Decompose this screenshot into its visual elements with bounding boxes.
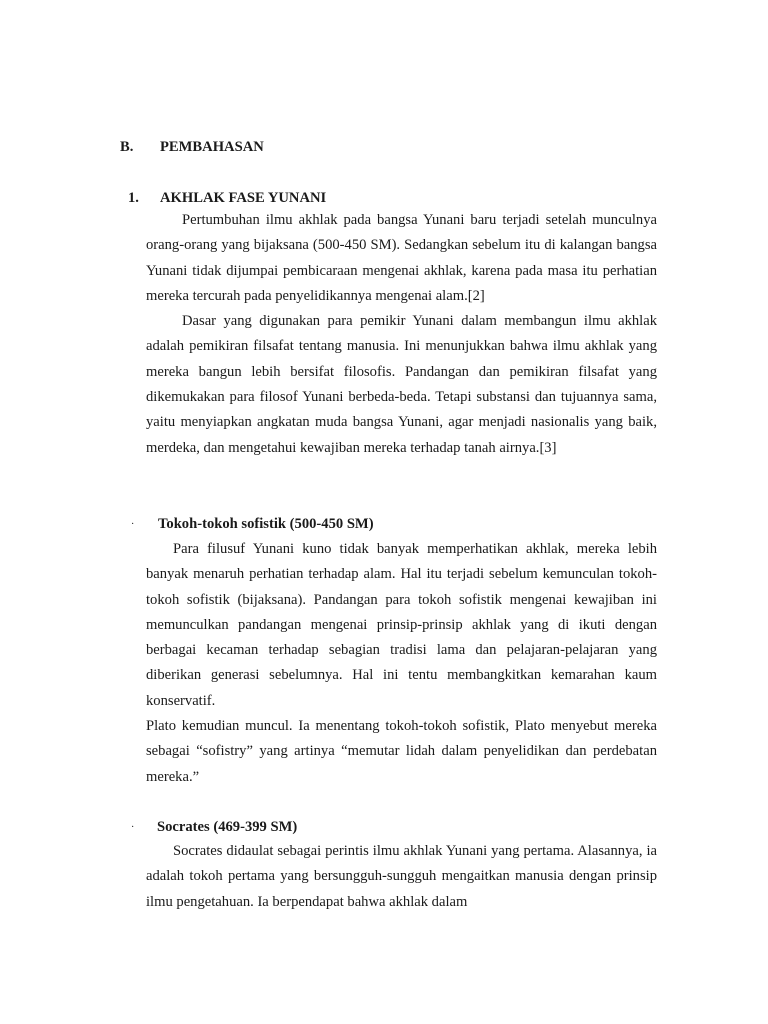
socrates-paragraph-1: Socrates didaulat sebagai perintis ilmu akhlak Yunani yang pertama. Alasannya, ia adalah tokoh pertama yang bersungguh-sungguh mengaitkan manusia dengan prinsip ilmu pengetahuan. Ia berpendapat bahwa akhlak dalam bbox=[146, 843, 657, 910]
sofistik-paragraph-2: Plato kemudian muncul. Ia menentang tokoh-tokoh sofistik, Plato menyebut mereka sebagai “sofistry” yang artinya “memutar lidah dalam penyelidikan dan perdebatan mereka.” bbox=[146, 718, 657, 785]
socrates-heading: Socrates (469-399 SM) bbox=[157, 819, 298, 835]
intro-paragraph-1: Pertumbuhan ilmu akhlak pada bangsa Yunani baru terjadi setelah munculnya orang-orang yang bijaksana (500-450 SM). Sedangkan sebelum itu di kalangan bangsa Yunani tidak dijumpai pembicaraan mengenai akhlak, karena pada masa itu perhatian mereka tercurah pada penyelidikannya mengenai alam.[2] bbox=[146, 212, 657, 304]
section-letter: B. bbox=[120, 139, 134, 155]
section-title: PEMBAHASAN bbox=[160, 139, 264, 155]
socrates-text bbox=[146, 839, 657, 915]
sofistik-heading: Tokoh-tokoh sofistik (500-450 SM) bbox=[158, 516, 374, 532]
sofistik-bullet: · bbox=[131, 519, 135, 530]
subsection-number: 1. bbox=[128, 190, 139, 206]
intro-paragraph-2: Dasar yang digunakan para pemikir Yunani dalam membangun ilmu akhlak adalah pemikiran filsafat tentang manusia. Ini menunjukkan bahwa ilmu akhlak yang mereka bangun lebih bersifat filosofis. Pandangan dan pemikiran filsafat yang dikemukakan para filosof Yunani berbeda-beda. Tetapi substansi dan tujuannya sama, yaitu menyiapkan angkatan muda bangsa Yunani, agar menjadi nasionalis yang baik, merdeka, dan mengetahui kewajiban mereka terhadap tanah airnya.[3] bbox=[146, 313, 657, 456]
subsection-title: AKHLAK FASE YUNANI bbox=[160, 190, 327, 206]
sofistik-text bbox=[146, 537, 657, 790]
sofistik-paragraph-1: Para filusuf Yunani kuno tidak banyak memperhatikan akhlak, mereka lebih banyak menaruh perhatian terhadap alam. Hal itu terjadi sebelum kemunculan tokoh-tokoh sofistik (bijaksana). Pandangan para tokoh sofistik mengenai kewajiban ini memunculkan pandangan mengenai prinsip-prinsip akhlak yang di ikuti dengan berbagai kecaman terhadap sebagian tradisi lama dan pelajaran-pelajaran yang diberikan generasi sebelumnya. Hal ini tentu membangkitkan kemarahan kaum konservatif. bbox=[146, 541, 657, 709]
socrates-bullet: · bbox=[131, 822, 135, 833]
intro-text bbox=[146, 208, 657, 461]
